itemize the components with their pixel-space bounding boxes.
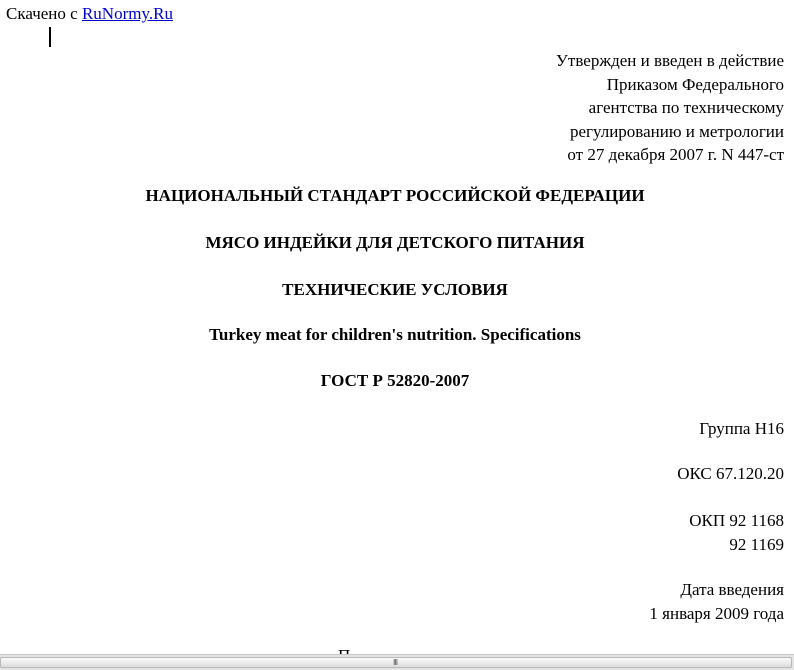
runormy-link[interactable]: RuNormy.Ru xyxy=(81,4,173,23)
english-title: Turkey meat for children's nutrition. Specifications xyxy=(209,325,581,344)
standard-subtitle: ТЕХНИЧЕСКИЕ УСЛОВИЯ xyxy=(282,280,508,299)
text-cursor xyxy=(49,27,51,47)
approval-line: Приказом Федерального xyxy=(606,74,784,94)
download-source-line xyxy=(6,4,173,24)
approval-line: от 27 декабря 2007 г. N 447-ст xyxy=(567,145,784,164)
standard-type-heading: НАЦИОНАЛЬНЫЙ СТАНДАРТ РОССИЙСКОЙ ФЕДЕРАЦИИ xyxy=(145,186,645,205)
approval-block xyxy=(556,49,784,167)
grip-icon: III xyxy=(393,658,398,667)
oks-label: ОКС 67.120.20 xyxy=(677,464,784,483)
okp-line: 92 1169 xyxy=(729,534,784,554)
scrollbar-thumb[interactable] xyxy=(0,657,792,668)
group-label: Группа Н16 xyxy=(699,419,784,438)
approval-line: регулированию и метрологии xyxy=(569,121,784,141)
gost-code: ГОСТ Р 52820-2007 xyxy=(320,371,470,390)
horizontal-scrollbar[interactable] xyxy=(0,654,794,670)
standard-name-heading: МЯСО ИНДЕЙКИ ДЛЯ ДЕТСКОГО ПИТАНИЯ xyxy=(205,233,585,252)
introduction-date-block xyxy=(649,578,784,625)
okp-block xyxy=(689,509,784,556)
download-prefix: Скачено с xyxy=(6,4,78,23)
date-label: Дата введения xyxy=(680,580,784,599)
date-value: 1 января 2009 года xyxy=(649,603,784,623)
okp-line: ОКП 92 1168 xyxy=(689,511,784,530)
approval-line: агентства по техническому xyxy=(588,98,784,117)
approval-line: Утвержден и введен в действие xyxy=(555,51,784,70)
